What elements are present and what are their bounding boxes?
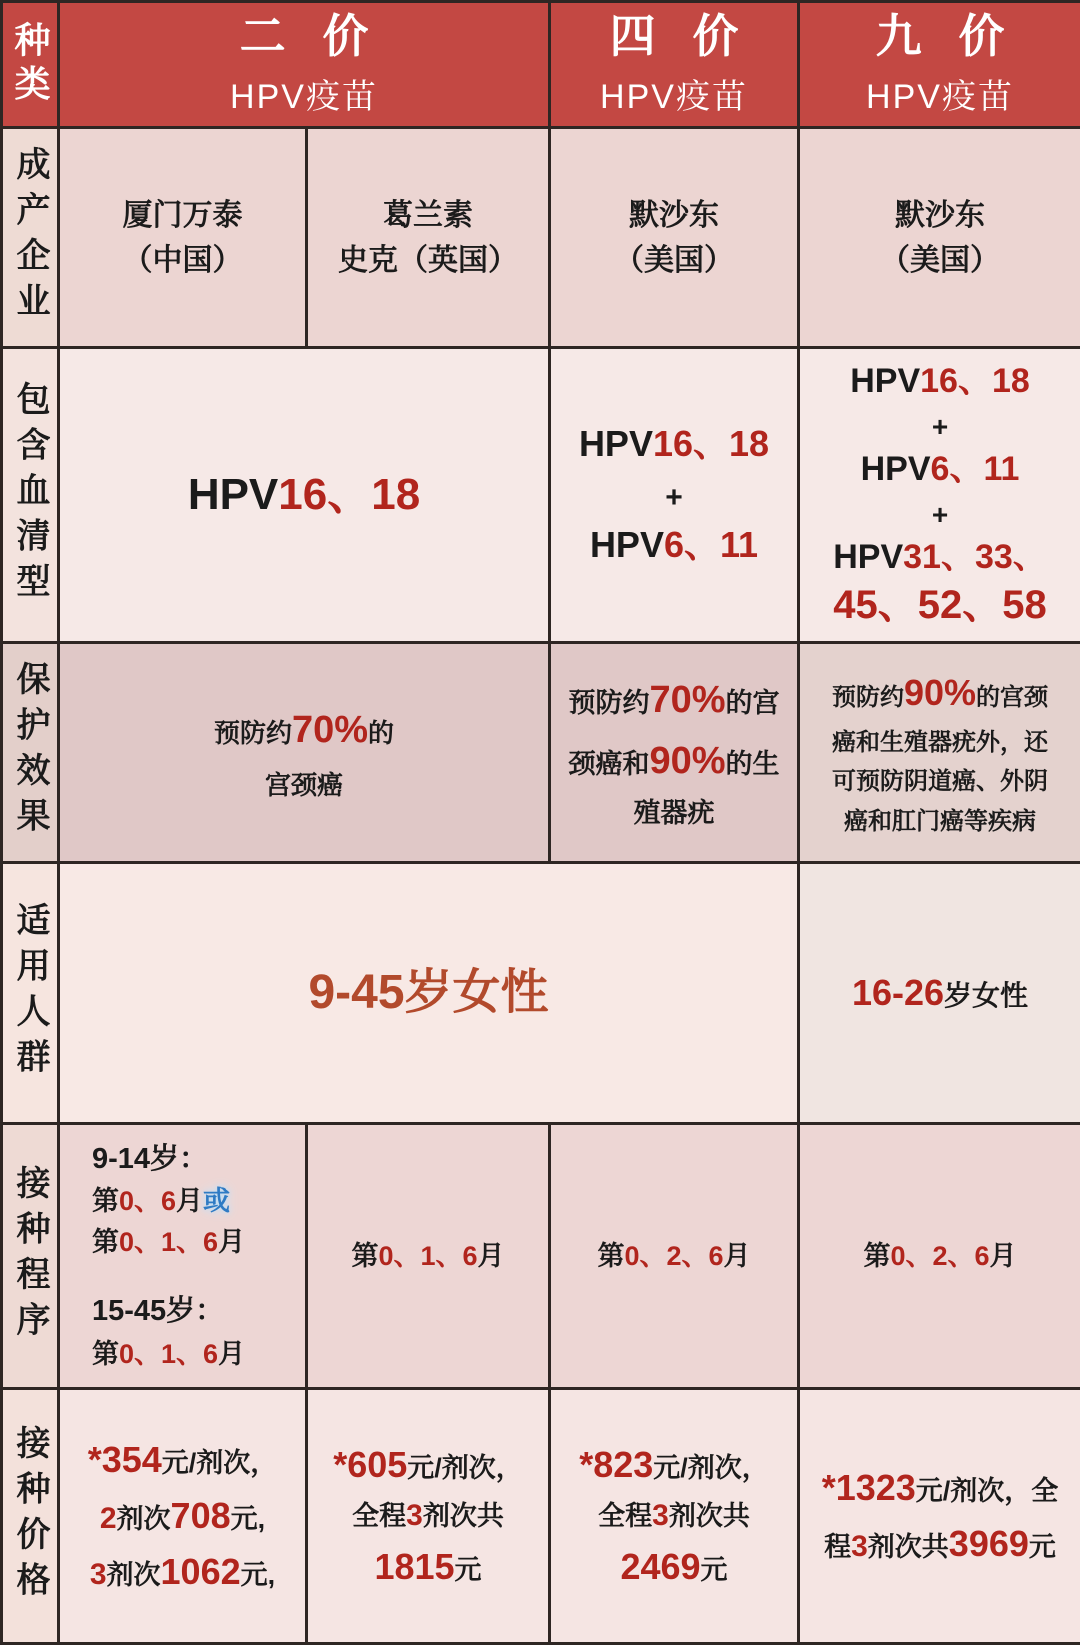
- cell-price-xiamen-wantai: *354元/剂次， 2剂次708元, 3剂次1062元,: [60, 1390, 308, 1645]
- header-nonavalent-title: 九 价: [875, 9, 1017, 62]
- header-quadrivalent-title: 四 价: [609, 9, 751, 62]
- cell-manufacturer-msd-quadrivalent: 默沙东 （美国）: [551, 129, 800, 349]
- header-quadrivalent-subtitle: HPV疫苗: [600, 78, 748, 117]
- header-nonavalent-subtitle: HPV疫苗: [866, 78, 1014, 117]
- cell-manufacturer-xiamen-wantai: 厦门万泰 （中国）: [60, 129, 308, 349]
- header-nonavalent: [800, 3, 1080, 129]
- cell-protection-quadrivalent: 预防约70%的宫 颈癌和90%的生 殖器疣: [551, 644, 800, 864]
- cell-protection-bivalent: 预防约70%的 宫颈癌: [60, 644, 551, 864]
- row-label-schedule: 接种程序: [3, 1125, 60, 1390]
- row-label-price: 接种价格: [3, 1390, 60, 1645]
- cell-protection-nonavalent: 预防约90%的宫颈 癌和生殖器疣外，还 可预防阴道癌、外阴 癌和肛门癌等疾病: [800, 644, 1080, 864]
- header-quadrivalent: [551, 3, 800, 129]
- cell-schedule-xiamen-wantai: 9-14岁： 第0、6月或 第0、1、6月 15-45岁： 第0、1、6月: [60, 1125, 308, 1390]
- cell-schedule-gsk: 第0、1、6月: [308, 1125, 551, 1390]
- cell-manufacturer-msd-nonavalent: 默沙东 （美国）: [800, 129, 1080, 349]
- cell-schedule-nonavalent: 第0、2、6月: [800, 1125, 1080, 1390]
- corner-label: 种类: [10, 21, 51, 108]
- cell-price-gsk: *605元/剂次， 全程3剂次共 1815元: [308, 1390, 551, 1645]
- header-bivalent: [60, 3, 551, 129]
- cell-audience-16-26: 16-26岁女性: [800, 864, 1080, 1125]
- header-bivalent-subtitle: HPV疫苗: [230, 78, 378, 117]
- cell-price-nonavalent: *1323元/剂次，全 程3剂次共3969元: [800, 1390, 1080, 1645]
- cell-serotype-nonavalent: HPV16、18 + HPV6、11 + HPV31、33、 45、52、58: [800, 349, 1080, 644]
- row-label-audience: 适用人群: [3, 864, 60, 1125]
- corner-cell-category: [3, 3, 60, 129]
- cell-manufacturer-gsk: 葛兰素 史克（英国）: [308, 129, 551, 349]
- row-label-serotypes: 包含血清型: [3, 349, 60, 644]
- cell-schedule-quadrivalent: 第0、2、6月: [551, 1125, 800, 1390]
- cell-audience-9-45: 9-45岁女性: [60, 864, 800, 1125]
- header-bivalent-title: 二 价: [239, 9, 381, 62]
- cell-serotype-bivalent: HPV16、18: [60, 349, 551, 644]
- row-label-protection: 保护效果: [3, 644, 60, 864]
- cell-price-quadrivalent: *823元/剂次， 全程3剂次共 2469元: [551, 1390, 800, 1645]
- cell-serotype-quadrivalent: HPV16、18 + HPV6、11: [551, 349, 800, 644]
- row-label-manufacturer: 成产企业: [3, 129, 60, 349]
